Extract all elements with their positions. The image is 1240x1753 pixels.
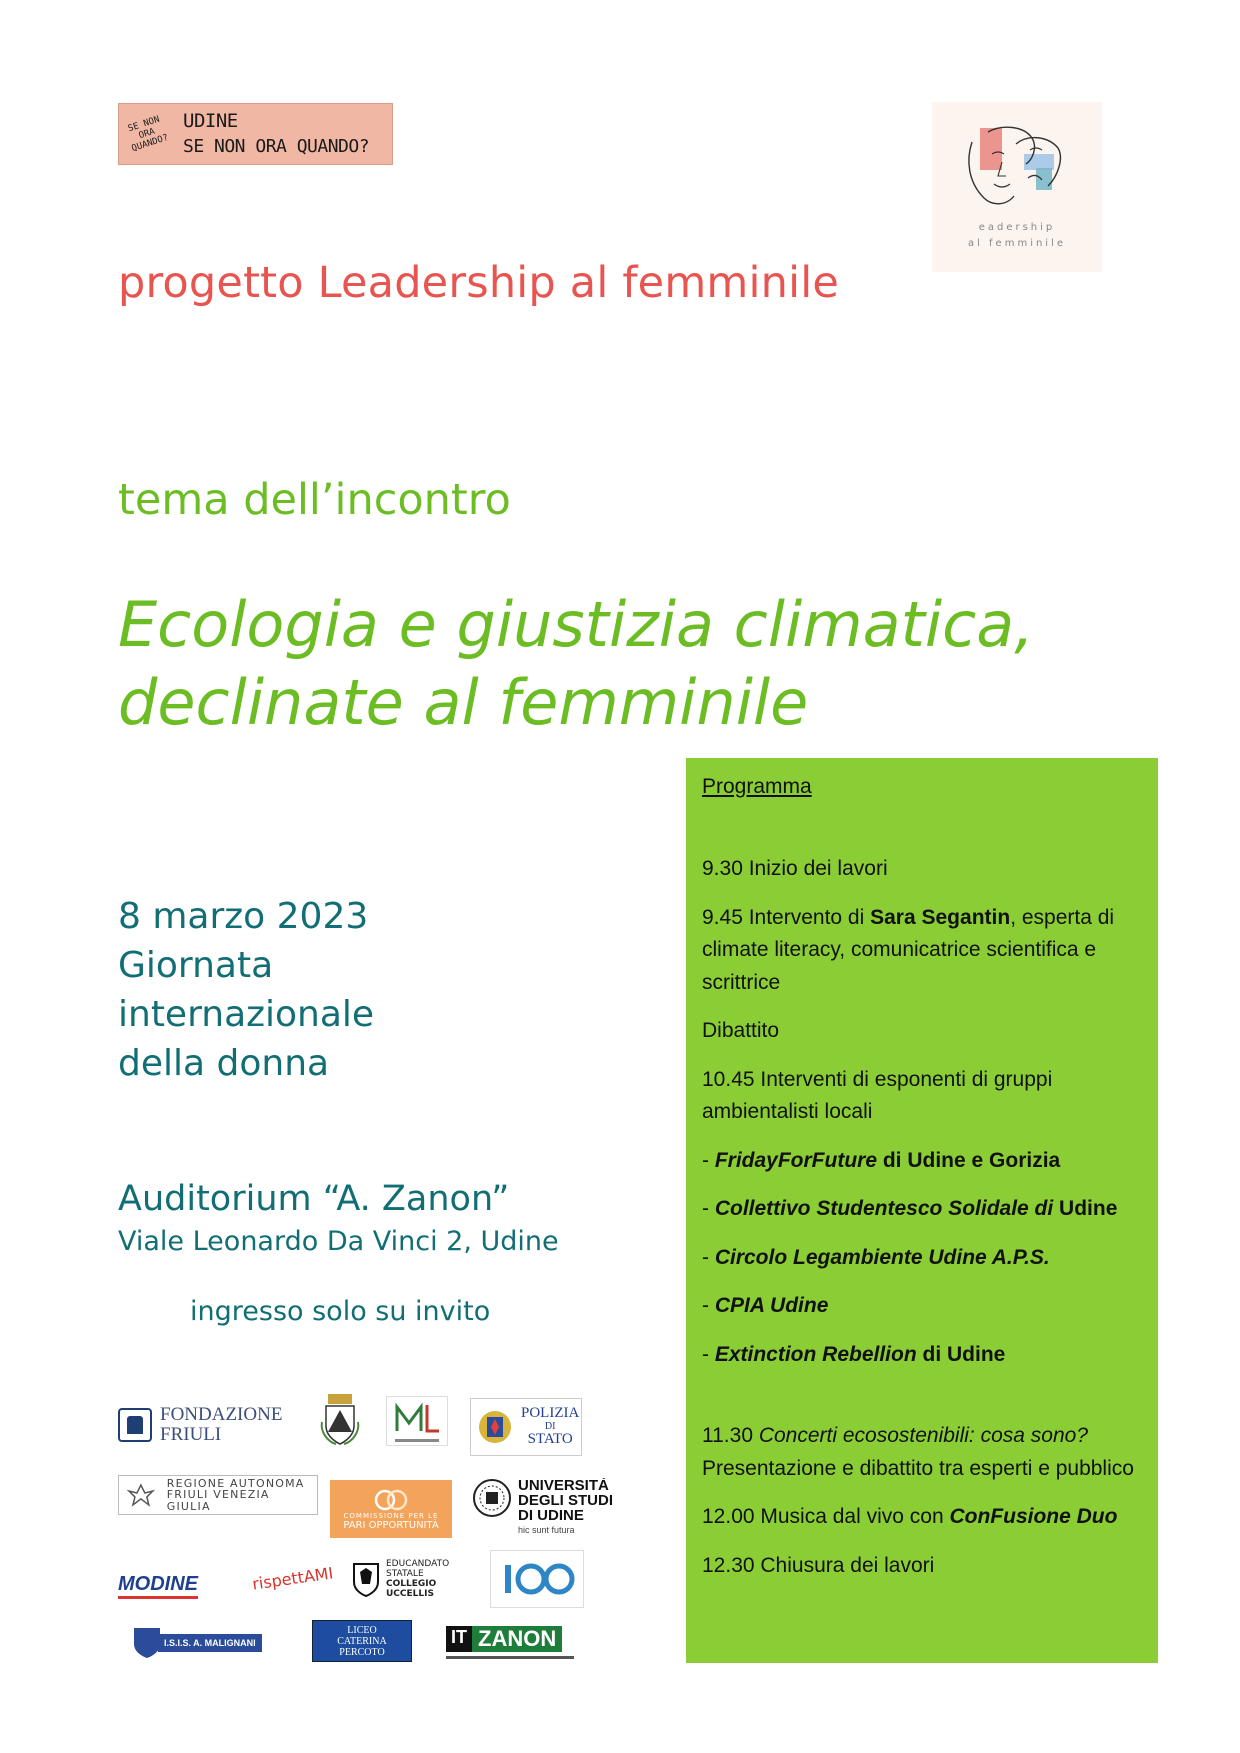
polizia-crest-icon — [477, 1405, 513, 1449]
program-item-concerts — [702, 1420, 1142, 1485]
regione-line1: REGIONE AUTONOMA — [166, 1476, 305, 1490]
group-item-cpia — [702, 1290, 1142, 1323]
list-dash: - — [702, 1342, 715, 1366]
group-item-collettivo — [702, 1193, 1142, 1226]
event-occasion-line1: Giornata — [118, 945, 274, 986]
university-seal-icon — [472, 1478, 512, 1518]
uccellis-line1: EDUCANDATO — [386, 1559, 450, 1569]
group-location: di Udine e Gorizia — [877, 1148, 1061, 1172]
list-dash: - — [702, 1245, 715, 1269]
group-name: CPIA Udine — [714, 1294, 829, 1317]
coat-of-arms-icon — [318, 1392, 362, 1448]
univ-line4: hic sunt futura — [518, 1525, 575, 1535]
liceo-line3: PERCOTO — [339, 1646, 385, 1658]
program-item-start: 9.30 Inizio dei lavori — [702, 857, 888, 880]
univ-line1: UNIVERSITÀ — [518, 1478, 609, 1494]
event-occasion-line3: della donna — [118, 1043, 330, 1084]
theme-label: tema dell’incontro — [118, 475, 511, 525]
band-name: ConFusione Duo — [949, 1505, 1118, 1528]
collegio-uccellis-logo — [352, 1556, 456, 1602]
group-location: Udine — [1053, 1197, 1118, 1220]
group-name: FridayForFuture — [714, 1148, 878, 1172]
event-date: 8 marzo 2023 — [118, 896, 369, 937]
list-dash: - — [702, 1197, 715, 1220]
istituto-100-anni-logo — [490, 1550, 584, 1608]
theme-title — [118, 586, 1034, 742]
program-item-talk — [702, 902, 1142, 1000]
uccellis-line4: UCCELLIS — [386, 1589, 434, 1599]
group-item-legambiente — [702, 1242, 1142, 1275]
list-dash: - — [702, 1294, 715, 1317]
group-name: Collettivo Studentesco Solidale di — [714, 1197, 1054, 1220]
liceo-line2: CATERINA — [337, 1635, 387, 1647]
group-location: di Udine — [916, 1342, 1006, 1366]
program-heading: Programma — [702, 775, 812, 798]
udine-coat-of-arms-logo — [318, 1392, 362, 1448]
polizia-line1: POLIZIA — [521, 1405, 580, 1421]
program-item-music — [702, 1501, 1142, 1534]
banner-mini-text: SE NON ORA QUANDO? — [126, 114, 170, 155]
group-item-fff — [702, 1145, 1142, 1178]
emblem-text-line2: al femminile — [967, 238, 1067, 249]
program-concerts-desc: Presentazione e dibattito tra esperti e pubblico — [702, 1456, 1134, 1480]
venue-address: Viale Leonardo Da Vinci 2, Udine — [118, 1226, 559, 1257]
fondazione-friuli-logo — [118, 1402, 286, 1448]
zanon-wordmark: ZANON — [472, 1626, 562, 1652]
fondazione-line2: FRIULI — [160, 1424, 222, 1445]
program-music-text: 12.00 Musica dal vivo con — [702, 1505, 950, 1528]
pari-line1: COMMISSIONE PER LE — [343, 1511, 439, 1520]
modine-wordmark: MODINE — [118, 1573, 198, 1599]
polizia-di-stato-logo — [470, 1398, 582, 1456]
regione-line2: FRIULI VENEZIA GIULIA — [166, 1488, 270, 1513]
regione-fvg-logo — [118, 1475, 318, 1515]
event-date-block — [118, 892, 374, 1088]
modine-logo — [118, 1566, 238, 1606]
zanon-it-mark: IT — [446, 1626, 472, 1652]
ml-monogram-icon — [391, 1401, 443, 1435]
event-occasion-line2: internazionale — [118, 994, 375, 1035]
pari-opportunita-logo — [330, 1480, 452, 1538]
program-box — [686, 758, 1158, 1663]
rispettami-wordmark: rispettAMI — [251, 1562, 335, 1594]
univ-line2: DEGLI STUDI — [518, 1492, 614, 1509]
uccellis-shield-icon — [352, 1560, 380, 1598]
speaker-name: Sara Segantin — [870, 905, 1011, 929]
banner-line1: UDINE — [183, 110, 238, 132]
eagle-icon — [127, 1481, 155, 1509]
group-name: Extinction Rebellion — [714, 1342, 917, 1366]
program-concerts-time: 11.30 — [702, 1424, 759, 1447]
theme-title-line1: Ecologia e giustizia climatica, — [118, 588, 1034, 661]
speaker-description: , esperta di climate literacy, comunicatrice scientifica e scrittrice — [702, 905, 1115, 994]
polizia-line2: DI — [544, 1420, 556, 1432]
program-item-closing: 12.30 Chiusura dei lavori — [702, 1553, 935, 1577]
rings-icon — [371, 1488, 411, 1512]
invite-note: ingresso solo su invito — [190, 1296, 491, 1327]
group-name: Circolo Legambiente Udine A.P.S. — [714, 1245, 1050, 1269]
project-title: progetto Leadership al femminile — [118, 258, 840, 308]
universita-udine-logo — [472, 1478, 624, 1542]
leadership-emblem-logo — [932, 102, 1102, 272]
rispettami-logo — [250, 1558, 336, 1598]
pari-line2: PARI OPPORTUNITÀ — [343, 1519, 439, 1531]
malignani-logo — [132, 1624, 264, 1662]
venue-name: Auditorium “A. Zanon” — [118, 1179, 510, 1219]
liceo-line1: LICEO — [347, 1624, 377, 1636]
program-talk-time: 9.45 Intervento di — [702, 905, 871, 929]
centenary-100-icon — [495, 1559, 579, 1599]
udine-se-non-ora-quando-logo — [118, 103, 393, 165]
univ-line3: DI UDINE — [518, 1507, 584, 1524]
fondazione-line1: FONDAZIONE — [160, 1404, 283, 1426]
program-concerts-title: Concerti ecosostenibili: cosa sono? — [758, 1424, 1089, 1447]
group-item-xr — [702, 1339, 1142, 1372]
program-item-groups: 10.45 Interventi di esponenti di gruppi ambientalisti locali — [702, 1067, 1053, 1123]
list-dash: - — [702, 1148, 715, 1172]
uccellis-line3: COLLEGIO — [386, 1579, 437, 1589]
theme-title-line2: declinate al femminile — [118, 666, 809, 739]
liceo-percoto-logo — [312, 1620, 412, 1662]
fondazione-emblem-icon — [118, 1408, 152, 1442]
banner-line2: SE NON ORA QUANDO? — [183, 136, 370, 157]
emblem-text-line1: eadership — [978, 222, 1056, 233]
polizia-line3: STATO — [527, 1431, 573, 1448]
uccellis-line2: STATALE — [386, 1569, 424, 1579]
it-zanon-logo — [446, 1626, 578, 1668]
ministero-logo — [386, 1396, 448, 1446]
program-item-debate: Dibattito — [702, 1019, 780, 1042]
malignani-wordmark: I.S.I.S. A. MALIGNANI — [158, 1634, 262, 1652]
